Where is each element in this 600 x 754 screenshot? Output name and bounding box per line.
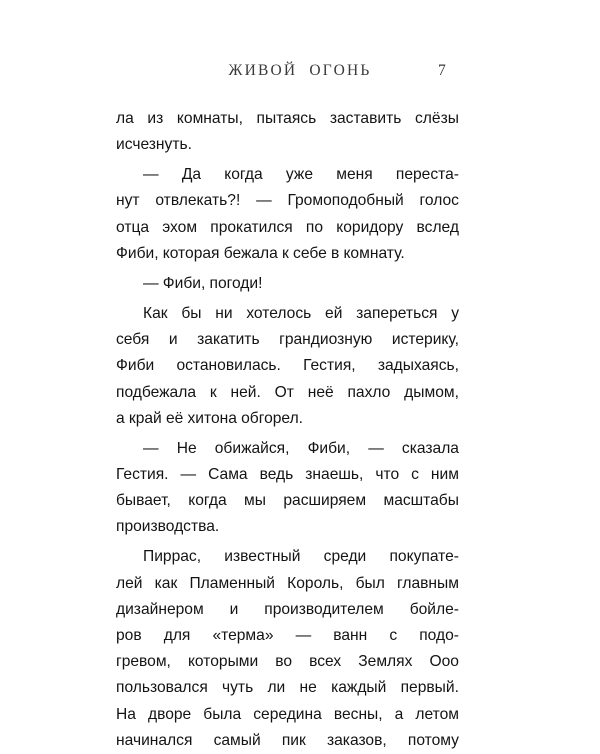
word: грандиозную	[279, 331, 373, 349]
word: подо-	[419, 627, 459, 645]
word: с	[389, 627, 398, 645]
text-line	[116, 380, 459, 406]
word: а	[116, 409, 125, 427]
text-line	[116, 702, 459, 728]
word: закатить	[197, 331, 260, 349]
word: неё	[307, 383, 334, 401]
word: производителем	[264, 600, 384, 618]
word: знаешь,	[305, 466, 364, 483]
word: пользовался	[116, 679, 208, 697]
word: край	[128, 409, 162, 427]
word: запереться	[356, 304, 438, 322]
word: ей	[325, 304, 343, 322]
word: бойле-	[409, 600, 459, 618]
text-line	[116, 488, 459, 514]
word: как	[154, 574, 178, 592]
word: бежала	[223, 244, 278, 262]
word: известный	[224, 548, 301, 566]
word: пахло	[347, 383, 391, 401]
text-line	[116, 271, 459, 297]
word: главным	[397, 574, 459, 592]
word: комнаты,	[176, 110, 243, 127]
word: слёзы	[415, 110, 459, 127]
word: Да	[181, 166, 202, 184]
word: пытаясь	[256, 110, 317, 127]
word: Фиби	[116, 357, 155, 375]
word: ли	[267, 679, 286, 697]
word: отвлекать?!	[155, 192, 241, 210]
text-line	[116, 406, 459, 432]
word: Гестия,	[303, 357, 356, 375]
word: ведь	[259, 466, 294, 483]
word: исчезнуть.	[116, 136, 192, 154]
text-line	[116, 353, 459, 379]
word: когда	[188, 492, 227, 510]
word: сказала	[401, 439, 459, 457]
word: Гестия.	[116, 466, 169, 483]
word: к	[282, 244, 289, 262]
text-line	[116, 462, 459, 488]
word: Громоподобный	[287, 192, 404, 210]
text-line	[116, 241, 459, 267]
word: —	[143, 439, 159, 457]
text-line	[116, 301, 459, 327]
word: бывает,	[116, 492, 171, 510]
word: дизайнером	[116, 600, 204, 618]
word: остановилась.	[176, 357, 281, 375]
word: обгорел.	[241, 409, 304, 427]
word: меня	[336, 166, 373, 184]
word: дворе	[147, 705, 192, 723]
word: заставить	[329, 110, 402, 127]
word: комнату.	[343, 244, 405, 262]
body-text	[116, 106, 459, 754]
text-line	[116, 132, 459, 158]
text-line	[116, 623, 459, 649]
word: «терма»	[212, 627, 274, 645]
word: к	[209, 383, 217, 401]
text-line	[116, 436, 459, 462]
word: во	[275, 653, 293, 671]
word: ни	[215, 304, 233, 322]
word: Фиби,	[116, 244, 159, 262]
word: ванн	[333, 627, 368, 645]
word: мы	[244, 492, 266, 510]
word: дымом,	[404, 383, 459, 401]
word: её	[165, 409, 184, 427]
word: —	[256, 192, 272, 210]
word: прокатился	[210, 218, 293, 236]
word: у	[451, 304, 459, 322]
text-line	[116, 327, 459, 353]
word: бы	[181, 304, 202, 322]
word: себе	[293, 244, 327, 262]
text-line	[116, 571, 459, 597]
word: покупате-	[389, 548, 459, 566]
word: был	[355, 574, 385, 592]
word: хитона	[187, 409, 237, 427]
word: середина	[253, 705, 322, 723]
word: подбежала	[116, 383, 197, 401]
word: отца	[116, 218, 150, 236]
word: всех	[309, 653, 342, 671]
word: Пламенный	[189, 574, 275, 592]
word: каждый	[331, 679, 387, 697]
word: Землях	[358, 653, 413, 671]
word: которая	[162, 244, 220, 262]
text-line	[116, 597, 459, 623]
word: ла	[116, 110, 134, 127]
word: От	[274, 383, 294, 401]
word: в	[330, 244, 340, 262]
word: вслед	[416, 218, 459, 236]
word: Король,	[287, 574, 344, 592]
text-line	[116, 675, 459, 701]
word: Сама	[208, 466, 248, 483]
word: начинался	[116, 731, 193, 749]
word: коридору	[336, 218, 404, 236]
word: ней.	[230, 383, 261, 401]
word: ним	[430, 466, 459, 483]
word: Ооо	[429, 653, 459, 671]
word: уже	[285, 166, 313, 184]
text-line	[116, 106, 459, 132]
word: потому	[407, 731, 459, 749]
word: для	[163, 627, 191, 645]
word: Как	[143, 304, 168, 322]
word: голос	[419, 192, 459, 210]
word: с	[411, 466, 419, 483]
text-line	[116, 215, 459, 241]
word: Фиби,	[307, 439, 351, 457]
word: когда	[224, 166, 263, 184]
word: и	[229, 600, 239, 618]
word: —	[368, 439, 384, 457]
word: обижайся,	[214, 439, 290, 457]
word: а	[394, 705, 404, 723]
word: расширяем	[283, 492, 367, 510]
word: На	[116, 705, 136, 723]
word: первый.	[400, 679, 459, 697]
page-number: 7	[438, 62, 446, 79]
word: заказов,	[326, 731, 387, 749]
word: —	[143, 274, 159, 292]
word: летом	[415, 705, 459, 723]
word: истерику,	[391, 331, 459, 349]
word: лей	[116, 574, 143, 592]
text-line	[116, 544, 459, 570]
word: гревом,	[116, 653, 171, 671]
text-line	[116, 649, 459, 675]
word: —	[180, 466, 197, 483]
word: среди	[323, 548, 367, 566]
word: самый	[213, 731, 261, 749]
word: переста-	[395, 166, 459, 184]
word: весны,	[333, 705, 383, 723]
word: не	[299, 679, 317, 697]
word: по	[305, 218, 324, 236]
word: Пиррас,	[143, 548, 202, 566]
word: и	[168, 331, 178, 349]
word: хотелось	[246, 304, 312, 322]
word: Фиби,	[162, 274, 206, 292]
word: нут	[116, 192, 140, 210]
word: была	[203, 705, 242, 723]
text-line	[116, 728, 459, 754]
word: пик	[281, 731, 306, 749]
word: ров	[116, 627, 142, 645]
word: себя	[116, 331, 150, 349]
word: производства.	[116, 518, 220, 536]
word: —	[295, 627, 312, 645]
word: которыми	[187, 653, 259, 671]
text-line	[116, 188, 459, 214]
word: что	[375, 466, 400, 483]
word: эхом	[162, 218, 198, 236]
word: Не	[176, 439, 197, 457]
word: —	[143, 166, 159, 184]
word: погоди!	[209, 274, 263, 292]
word: задыхаясь,	[377, 357, 459, 375]
word: масштабы	[383, 492, 459, 510]
text-line	[116, 162, 459, 188]
running-title: ЖИВОЙ ОГОНЬ	[228, 62, 372, 79]
running-header	[0, 62, 600, 84]
text-line	[116, 514, 459, 540]
word: из	[147, 110, 164, 127]
word: чуть	[222, 679, 254, 697]
